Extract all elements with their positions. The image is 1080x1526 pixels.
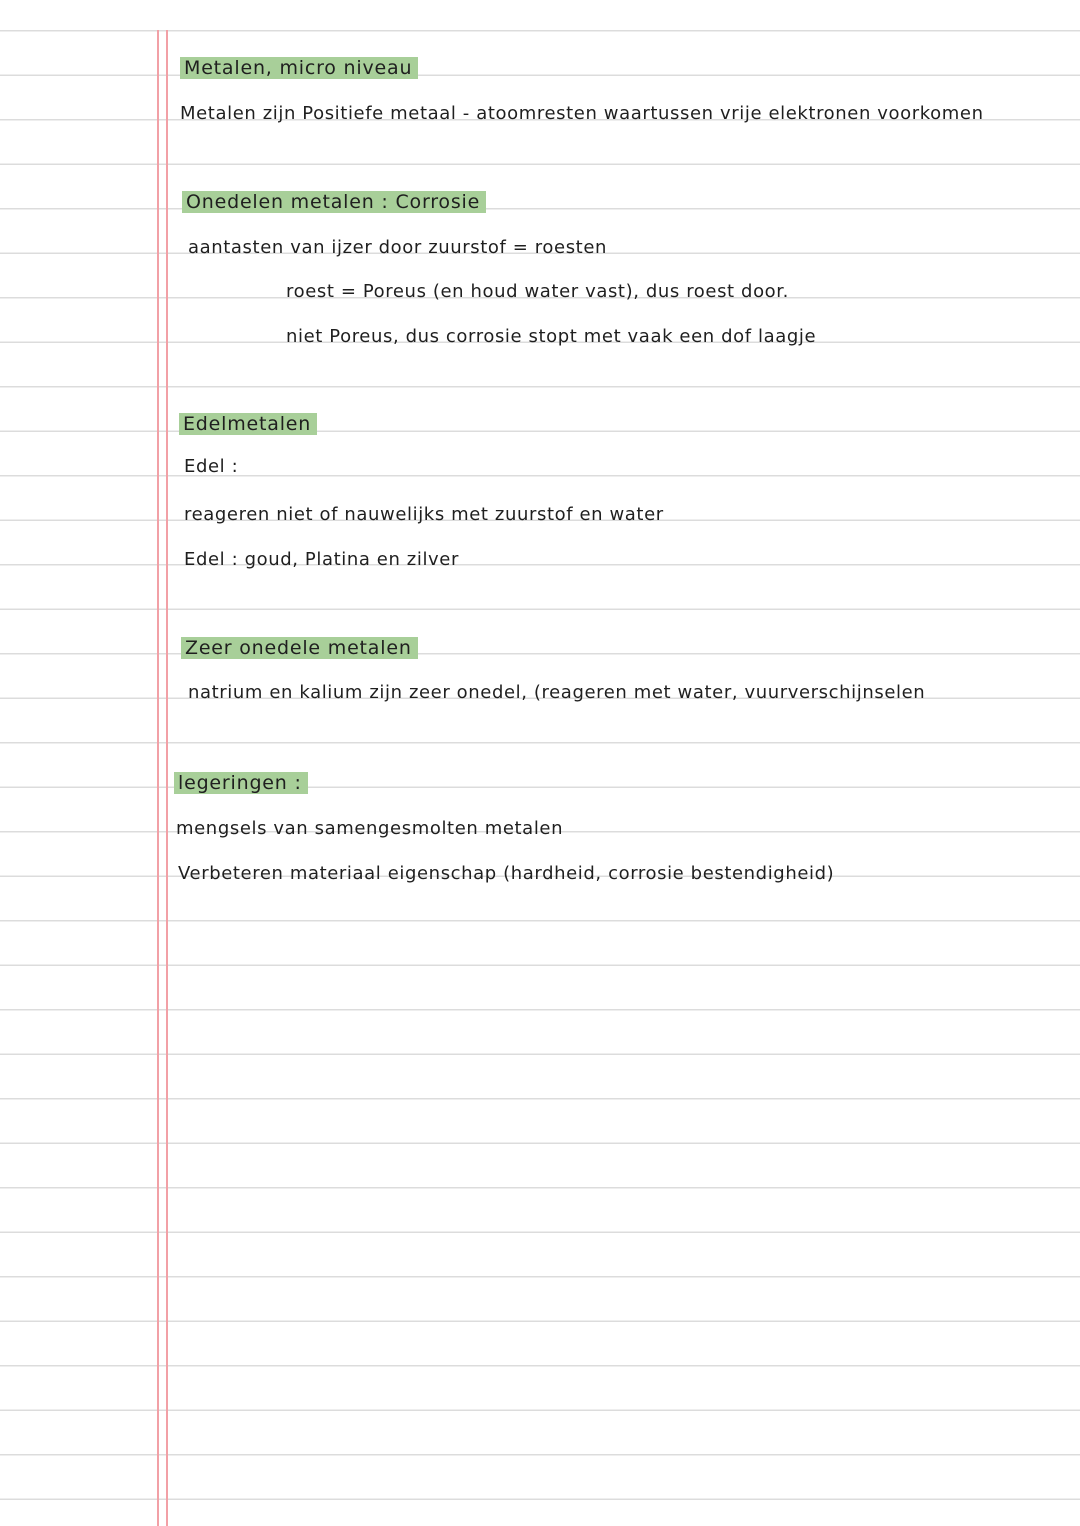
section-heading-edelmetalen bbox=[179, 412, 317, 437]
note-line: mengsels van samengesmolten metalen bbox=[176, 818, 564, 839]
heading-highlight: Onedelen metalen : Corrosie bbox=[182, 191, 486, 213]
heading-highlight: Metalen, micro niveau bbox=[180, 57, 418, 79]
note-line-indented: niet Poreus, dus corrosie stopt met vaak een dof laagje bbox=[286, 326, 817, 347]
margin-line bbox=[157, 30, 159, 1526]
section-heading-onedelen-metalen bbox=[182, 190, 486, 215]
section-heading-zeer-onedele bbox=[181, 636, 418, 661]
note-line: natrium en kalium zijn zeer onedel, (reageren met water, vuurverschijnselen bbox=[188, 682, 926, 703]
note-line: aantasten van ijzer door zuurstof = roesten bbox=[188, 237, 608, 258]
heading-highlight: Zeer onedele metalen bbox=[181, 637, 418, 659]
section-heading-metalen-micro bbox=[180, 56, 418, 81]
margin-line bbox=[166, 30, 168, 1526]
heading-highlight: Edelmetalen bbox=[179, 413, 317, 435]
note-line: reageren niet of nauwelijks met zuurstof en water bbox=[184, 504, 664, 525]
note-line: Metalen zijn Positiefe metaal - atoomresten waartussen vrije elektronen voorkomen bbox=[180, 103, 984, 124]
note-line: Edel : goud, Platina en zilver bbox=[184, 549, 459, 570]
note-line: Verbeteren materiaal eigenschap (hardheid, corrosie bestendigheid) bbox=[178, 863, 835, 884]
section-heading-legeringen bbox=[174, 771, 308, 796]
note-line: Edel : bbox=[184, 456, 239, 477]
heading-highlight: legeringen : bbox=[174, 772, 308, 794]
note-line-indented: roest = Poreus (en houd water vast), dus roest door. bbox=[286, 281, 789, 302]
